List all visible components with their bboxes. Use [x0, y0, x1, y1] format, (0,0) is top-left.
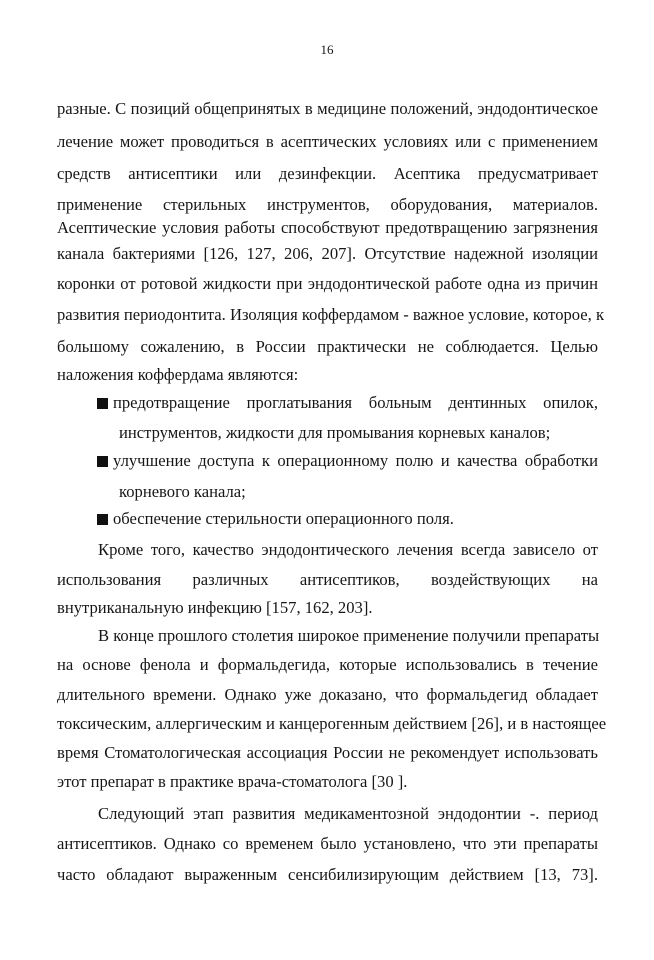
text-line: разные. С позиций общепринятых в медицине положений, эндодонтическое [57, 99, 598, 118]
list-item-text: корневого канала; [119, 482, 246, 501]
list-bullet-icon [97, 514, 108, 525]
text-line: Асептические условия работы способствуют предотвращению загрязнения [57, 218, 598, 237]
list-bullet-icon [97, 456, 108, 467]
text-line: токсическим, аллергическим и канцерогенным действием [26], и в настоящее [57, 714, 607, 733]
text-line: Кроме того, качество эндодонтического лечения всегда зависело от [98, 540, 598, 559]
text-line: применение стерильных инструментов, оборудования, материалов. [57, 195, 598, 214]
text-line: часто обладают выраженным сенсибилизирующим действием [13, 73]. [57, 865, 598, 884]
text-line: средств антисептики или дезинфекции. Асептика предусматривает [57, 164, 598, 183]
text-line: канала бактериями [126, 127, 206, 207]. Отсутствие надежной изоляции [57, 244, 598, 263]
text-line: этот препарат в практике врача-стоматолога [30 ]. [57, 772, 408, 791]
text-line: коронки от ротовой жидкости при эндодонтической работе одна из причин [57, 274, 598, 293]
page-number: 16 [320, 42, 334, 57]
list-item-text: улучшение доступа к операционному полю и качества обработки [113, 451, 598, 470]
text-line: Следующий этап развития медикаментозной эндодонтии -. период [98, 804, 598, 823]
text-line: лечение может проводиться в асептических условиях или с применением [57, 132, 598, 151]
text-line: длительного времени. Однако уже доказано, что формальдегид обладает [57, 685, 598, 704]
text-line: на основе фенола и формальдегида, которые использовались в течение [57, 655, 598, 674]
text-line: использования различных антисептиков, воздействующих на [57, 570, 598, 589]
list-item-text: предотвращение проглатывания больным дентинных опилок, [113, 393, 598, 412]
text-line: В конце прошлого столетия широкое применение получили препараты [98, 626, 600, 645]
text-line: антисептиков. Однако со временем было установлено, что эти препараты [57, 834, 598, 853]
text-line: большому сожалению, в России практически не соблюдается. Целью [57, 337, 598, 356]
list-item-text: инструментов, жидкости для промывания корневых каналов; [119, 423, 551, 442]
text-line: внутриканальную инфекцию [157, 162, 203]. [57, 598, 373, 617]
text-line: время Стоматологическая ассоциация России не рекомендует использовать [57, 743, 598, 762]
list-item-text: обеспечение стерильности операционного поля. [113, 509, 454, 528]
text-line: наложения коффердама являются: [57, 365, 299, 384]
list-bullet-icon [97, 398, 108, 409]
text-line: развития периодонтита. Изоляция коффердамом - важное условие, которое, к [57, 305, 605, 324]
